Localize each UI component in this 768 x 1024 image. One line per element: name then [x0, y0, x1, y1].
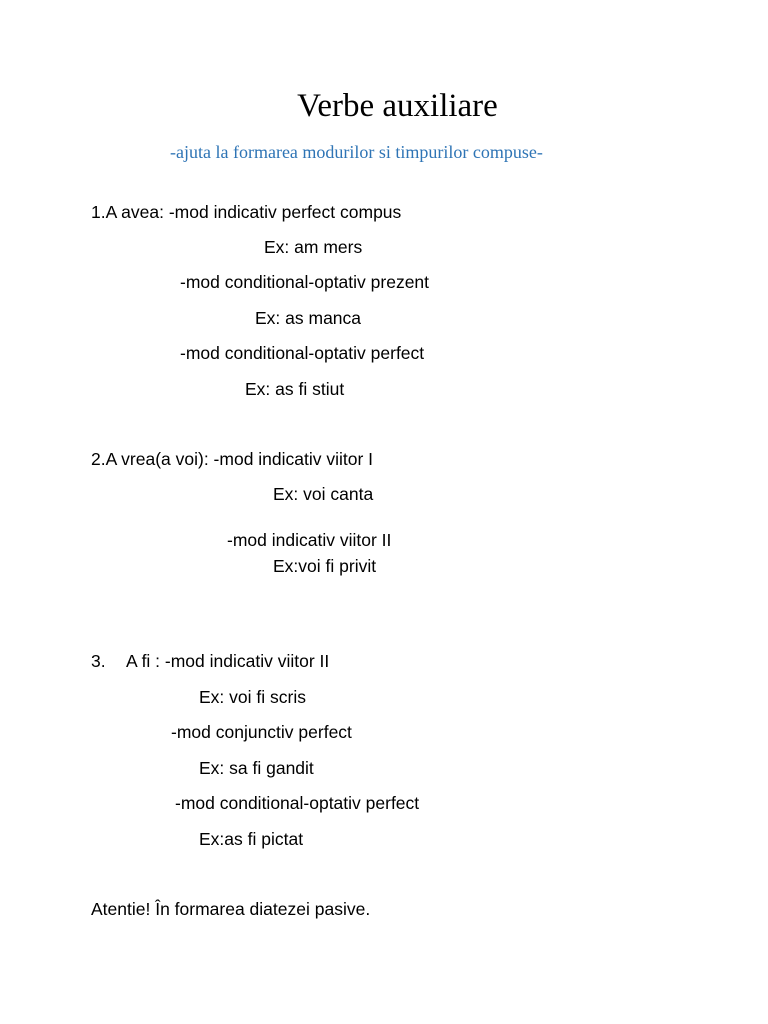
section-3-example-3: Ex:as fi pictat	[199, 829, 304, 849]
section-3-example-1: Ex: voi fi scris	[199, 687, 306, 707]
section-1-header: 1.A avea: -mod indicativ perfect compus	[91, 202, 402, 222]
section-2-header: 2.A vrea(a voi): -mod indicativ viitor I	[91, 449, 374, 469]
page-subtitle: -ajuta la formarea modurilor si timpurilor compuse-	[170, 142, 543, 162]
section-3-mode-3: -mod conditional-optativ perfect	[175, 793, 420, 813]
section-2-example-1: Ex: voi canta	[273, 484, 374, 504]
section-1-mode-2: -mod conditional-optativ prezent	[180, 272, 430, 292]
section-3-example-2: Ex: sa fi gandit	[199, 758, 314, 778]
page-title: Verbe auxiliare	[297, 88, 498, 124]
section-2-example-2: Ex:voi fi privit	[273, 556, 377, 576]
attention-note: Atentie! În formarea diatezei pasive.	[91, 899, 371, 919]
section-2-mode-2: -mod indicativ viitor II	[227, 530, 392, 550]
section-1-example-3: Ex: as fi stiut	[245, 379, 345, 399]
section-1-example-1: Ex: am mers	[264, 237, 363, 257]
section-1-mode-3: -mod conditional-optativ perfect	[180, 343, 425, 363]
section-1-example-2: Ex: as manca	[255, 308, 362, 328]
section-3-header-line	[91, 650, 329, 672]
section-3-header: A fi : -mod indicativ viitor II	[126, 651, 330, 671]
section-3-number: 3.	[91, 651, 106, 671]
section-3-mode-2: -mod conjunctiv perfect	[171, 722, 352, 742]
